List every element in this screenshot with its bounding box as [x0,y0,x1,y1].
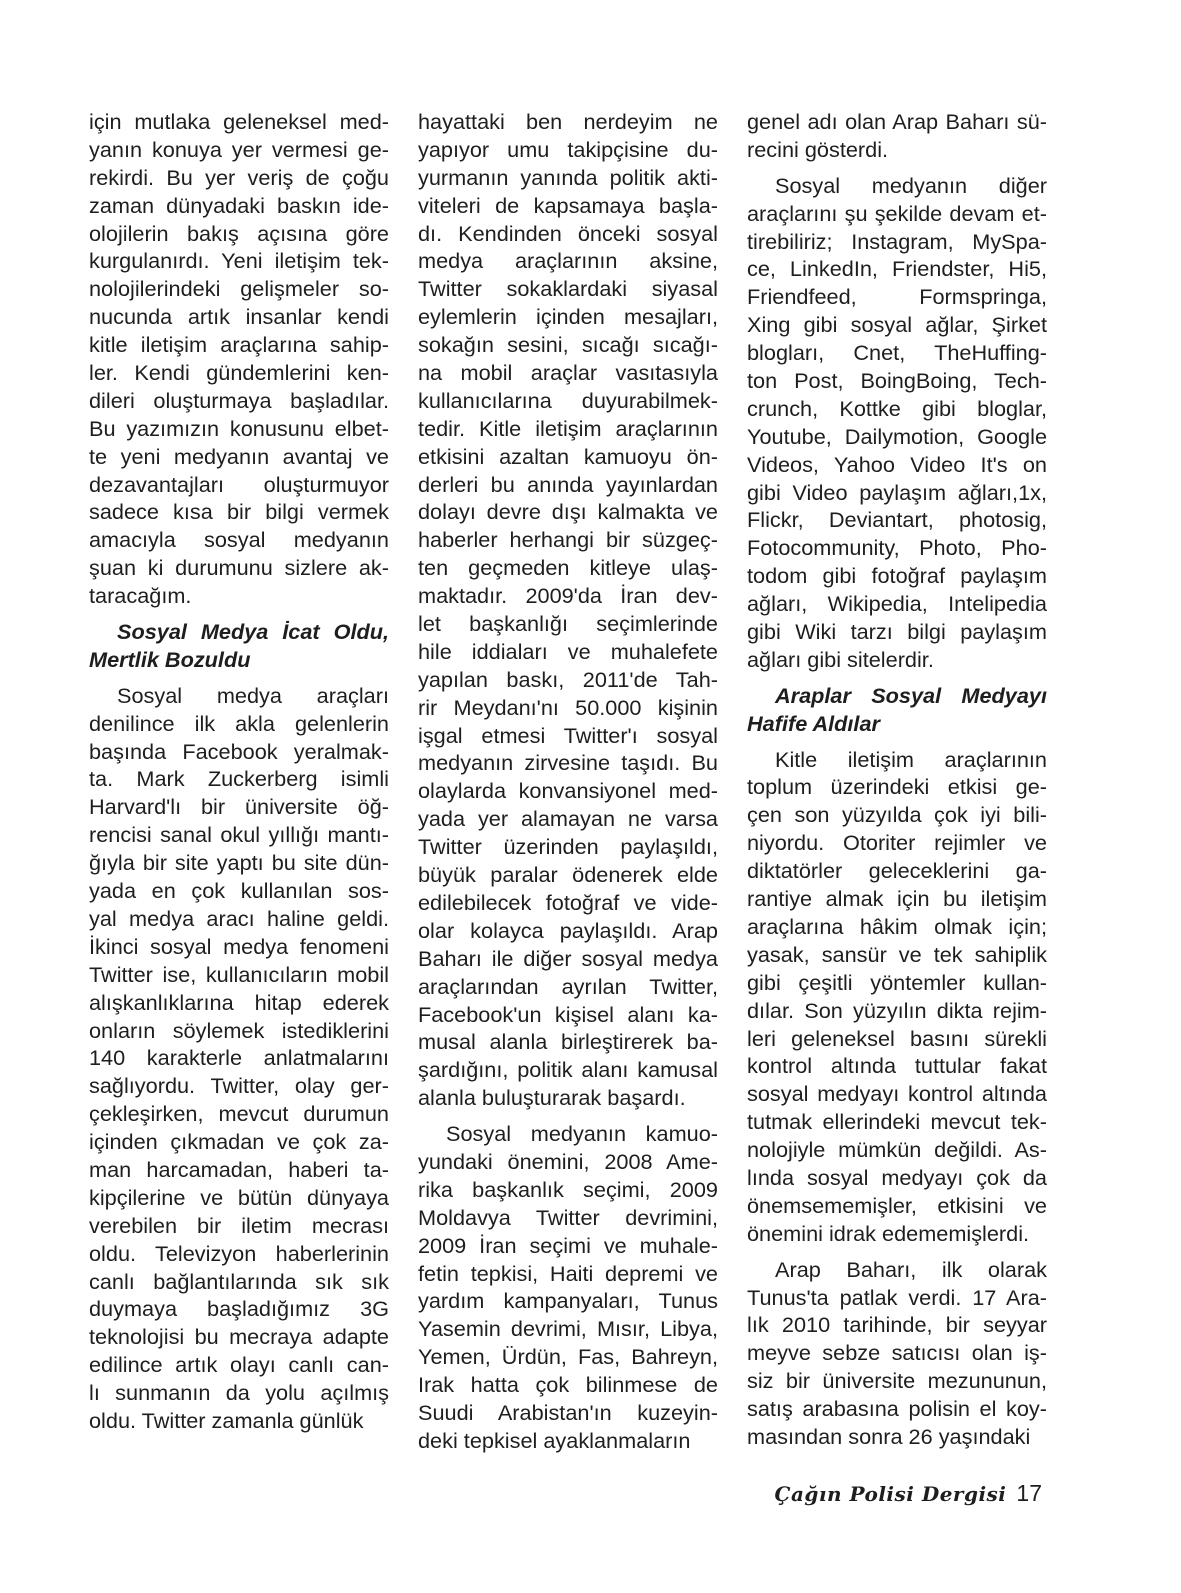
text-line: önemini idrak edememişlerdi. [747,1220,1030,1246]
text-line: masından sonra 26 yaşındaki [747,1423,1031,1449]
text-line: ler. Kendi gündemlerini ken- [89,360,389,386]
text-line: sadece kısa bir bilgi vermek [89,499,389,525]
text-line: deki tepkisel ayaklanmaların [418,1427,691,1453]
text-line: todom gibi fotoğraf paylaşım [747,563,1047,589]
text-line: kullanıcılarına duyurabilmek- [418,387,718,413]
text-line: tedir. Kitle iletişim araçlarının [418,415,718,441]
text-line: gibi Wiki tarzı bilgi paylaşım [747,619,1047,645]
text-line: etkisini azaltan kamuoyu ön- [418,443,718,469]
text-line: ten geçmeden kitleye ulaş- [418,555,718,581]
text-line: dezavantajları oluşturmuyor [89,471,389,497]
text-line: haberler herhangi bir süzgeç- [418,527,718,553]
text-line: leri geleneksel basını sürekli [747,1025,1047,1051]
paragraph [418,108,718,1112]
text-line: teknolojisi bu mecraya adapte [89,1324,389,1350]
text-line: çen son yüzyılda çok iyi bili- [747,802,1047,828]
text-line: rika başkanlık seçimi, 2009 [418,1176,718,1202]
text-line: lında sosyal medyayı çok da [747,1164,1047,1190]
text-line: tutmak ellerindeki mevcut tek- [747,1109,1047,1135]
text-line: genel adı olan Arap Baharı sü- [747,109,1047,134]
text-line: Kitle iletişim araçlarının [775,746,1047,772]
text-line: meyve sebze satıcısı olan iş- [747,1340,1047,1366]
text-line: niyordu. Otoriter rejimler ve [747,830,1047,856]
text-line: Hafife Aldılar [747,710,880,736]
text-line: rekirdi. Bu yer veriş de çoğu [89,164,389,190]
text-line: Sosyal Medya İcat Oldu, [117,619,389,645]
text-line: Xing gibi sosyal ağlar, Şirket [747,312,1047,338]
text-line: canlı bağlantılarında sık sık [89,1268,389,1294]
text-line: na mobil araçlar vasıtasıyla [418,360,718,386]
text-line: olar kolayca paylaşıldı. Arap [418,917,718,943]
text-line: derleri bu anında yayınlardan [418,471,718,497]
text-line: dileri oluşturmaya başladılar. [89,387,389,413]
paragraph-gap [418,1112,718,1120]
text-line: şardığını, politik alanı kamusal [418,1057,718,1083]
paragraph [747,172,1047,674]
text-line: ta. Mark Zuckerberg isimli [89,766,389,792]
text-line: Sosyal medya araçları [117,682,389,708]
text-line: rantiye almak için bu iletişim [747,886,1047,912]
text-line: Suudi Arabistan'ın kuzeyin- [418,1399,718,1425]
text-line: medya araçlarının aksine, [418,248,718,274]
text-line: yundaki önemini, 2008 Ame- [418,1148,718,1174]
text-line: dı. Kendinden önceki sosyal [418,220,718,246]
text-line: nucunda artık insanlar kendi [89,304,389,330]
text-line: başında Facebook yeralmak- [89,738,389,764]
text-line: Videos, Yahoo Video It's on [747,451,1047,477]
text-line: Twitter ise, kullanıcıların mobil [89,961,389,987]
text-line: lık 2010 tarihinde, bir seyyar [747,1312,1047,1338]
paragraph [89,682,389,1435]
text-line: yasak, sansür ve tek sahiplik [747,941,1047,967]
text-line: hayattaki ben nerdeyim ne [418,109,718,134]
text-line: toplum üzerindeki etkisi ge- [747,774,1047,800]
text-line: yada en çok kullanılan sos- [89,878,389,904]
text-column-1 [89,108,389,1435]
paragraph [747,746,1047,1248]
text-line: fetin tepkisi, Haiti depremi ve [418,1260,718,1286]
text-line: diktatörler geleceklerini ga- [747,858,1047,884]
text-column-3 [747,108,1047,1451]
text-line: 2009 İran seçimi ve muhale- [418,1232,718,1258]
text-line: Araplar Sosyal Medyayı [775,682,1047,708]
text-line: kitle iletişim araçlarına sahip- [89,332,389,358]
text-column-2 [418,108,718,1455]
text-line: Fotocommunity, Photo, Pho- [747,535,1047,561]
text-line: ğıyla bir site yaptı bu site dün- [89,850,389,876]
text-line: yal medya aracı haline geldi. [89,905,389,931]
text-line: Harvard'lı bir üniversite öğ- [89,794,389,820]
text-line: edilince artık olayı canlı can- [89,1352,389,1378]
text-line: dolayı devre dışı kalmakta ve [418,499,718,525]
text-line: siz bir üniversite mezununun, [747,1368,1047,1394]
text-line: kurgulanırdı. Yeni iletişim tek- [89,248,389,274]
text-line: duymaya başladığımız 3G [89,1296,389,1322]
text-line: yapılan baskı, 2011'de Tah- [418,666,718,692]
text-line: gibi çeşitli yöntemler kullan- [747,969,1047,995]
text-line: Moldavya Twitter devrimini, [418,1204,718,1230]
text-line: rencisi sanal okul yıllığı mantı- [89,822,389,848]
paragraph-gap [747,738,1047,746]
text-line: kipçilerine ve bütün dünyaya [89,1184,389,1210]
text-line: denilince ilk akla gelenlerin [89,710,389,736]
section-heading [89,618,389,674]
text-line: hile iddiaları ve muhalefete [418,638,718,664]
text-line: nolojiyle mümkün değildi. As- [747,1137,1047,1163]
text-line: ton Post, BoingBoing, Tech- [747,368,1047,394]
text-line: Friendfeed, Formspringa, [747,284,1047,310]
text-line: nolojilerindeki gelişmeler so- [89,276,389,302]
paragraph-gap [747,674,1047,682]
paragraph [89,108,389,610]
text-line: onların söylemek istediklerini [89,1017,389,1043]
text-line: gibi Video paylaşım ağları,1x, [747,479,1047,505]
text-line: İkinci sosyal medya fenomeni [89,933,389,959]
text-line: musal alanla birleştirerek ba- [418,1029,718,1055]
text-line: alışkanlıklarına hitap ederek [89,989,389,1015]
text-line: önemsememişler, etkisini ve [747,1192,1047,1218]
text-line: crunch, Kottke gibi bloglar, [747,395,1047,421]
text-line: araçlarını şu şekilde devam et- [747,200,1047,226]
text-line: edilebilecek fotoğraf ve vide- [418,889,718,915]
text-line: satış arabasına polisin el koy- [747,1396,1047,1422]
text-line: verebilen bir iletim mecrası [89,1212,389,1238]
text-line: Yemen, Ürdün, Fas, Bahreyn, [418,1344,718,1370]
text-line: tirebiliriz; Instagram, MySpa- [747,228,1047,254]
text-line: sokağın sesini, sıcağı sıcağı- [418,332,718,358]
text-line: yapıyor umu takipçisine du- [418,136,718,162]
text-line: Youtube, Dailymotion, Google [747,423,1047,449]
text-line: Mertlik Bozuldu [89,646,251,672]
text-line: taracağım. [89,583,192,609]
text-line: yanın konuya yer vermesi ge- [89,136,389,162]
text-line: sağlıyordu. Twitter, olay ger- [89,1073,389,1099]
page-number: 17 [1016,1480,1042,1506]
text-line: medyanın zirvesine taşıdı. Bu [418,750,718,776]
text-line: işgal etmesi Twitter'ı sosyal [418,722,718,748]
text-line: Sosyal medyanın kamuo- [446,1121,718,1147]
text-line: amacıyla sosyal medyanın [89,527,389,553]
text-line: kontrol altında tuttular fakat [747,1053,1047,1079]
text-line: Yasemin devrimi, Mısır, Libya, [418,1316,718,1342]
text-line: Sosyal medyanın diğer [775,172,1047,198]
text-line: 140 karakterle anlatmalarını [89,1045,389,1071]
magazine-name: Çağın Polisi Dergisi [774,1482,1007,1506]
paragraph [418,1120,718,1455]
text-line: içinden çıkmadan ve çok za- [89,1129,389,1155]
text-line: lı sunmanın da yolu açılmış [89,1380,389,1406]
text-line: Twitter üzerinden paylaşıldı, [418,834,718,860]
text-line: Flickr, Deviantart, photosig, [747,507,1047,533]
text-line: araçlarına hâkim olmak için; [747,913,1047,939]
text-line: ağları, Wikipedia, Intelipedia [747,591,1047,617]
text-line: olojilerin bakış açısına göre [89,220,389,246]
text-line: için mutlaka geleneksel med- [89,109,389,134]
text-line: Tunus'ta patlak verdi. 17 Ara- [747,1284,1047,1310]
text-line: oldu. Twitter zamanla günlük [89,1407,364,1433]
text-line: zaman dünyadaki baskın ide- [89,192,389,218]
text-line: Twitter sokaklardaki siyasal [418,276,718,302]
text-line: alanla buluşturarak başardı. [418,1085,686,1111]
text-line: rir Meydanı'nı 50.000 kişinin [418,694,718,720]
text-line: eylemlerin içinden mesajları, [418,304,718,330]
text-line: man harcamadan, haberi ta- [89,1156,389,1182]
text-line: olaylarda konvansiyonel med- [418,778,718,804]
paragraph-gap [89,674,389,682]
text-line: yurmanın yanında politik akti- [418,164,718,190]
text-line: şuan ki durumunu sizlere ak- [89,555,389,581]
text-line: oldu. Televizyon haberlerinin [89,1240,389,1266]
text-line: te yeni medyanın avantaj ve [89,443,389,469]
text-line: araçlarından ayrılan Twitter, [418,973,718,999]
page-footer [775,1480,1042,1507]
text-line: dılar. Son yüzyılın dikta rejim- [747,997,1047,1023]
paragraph [747,1256,1047,1451]
text-line: yada yer alamayan ne varsa [418,806,718,832]
text-line: viteleri de kapsamaya başla- [418,192,718,218]
text-line: ce, LinkedIn, Friendster, Hi5, [747,256,1047,282]
paragraph [747,108,1047,164]
text-line: blogları, Cnet, TheHuffing- [747,340,1047,366]
text-line: Facebook'un kişisel alanı ka- [418,1001,718,1027]
text-line: maktadır. 2009'da İran dev- [418,583,718,609]
text-line: büyük paralar ödenerek elde [418,862,718,888]
section-heading [747,682,1047,738]
text-line: Bu yazımızın konusunu elbet- [89,415,389,441]
paragraph-gap [747,1248,1047,1256]
text-line: let başkanlığı seçimlerinde [418,611,718,637]
text-line: yardım kampanyaları, Tunus [418,1288,718,1314]
text-line: sosyal medyayı kontrol altında [747,1081,1047,1107]
text-line: recini gösterdi. [747,136,889,162]
text-line: ağları gibi sitelerdir. [747,646,934,672]
text-line: Baharı ile diğer sosyal medya [418,945,718,971]
text-line: Arap Baharı, ilk olarak [775,1256,1047,1282]
paragraph-gap [747,164,1047,172]
paragraph-gap [89,610,389,618]
text-line: çekleşirken, mevcut durumun [89,1101,389,1127]
text-line: Irak hatta çok bilinmese de [418,1372,718,1398]
